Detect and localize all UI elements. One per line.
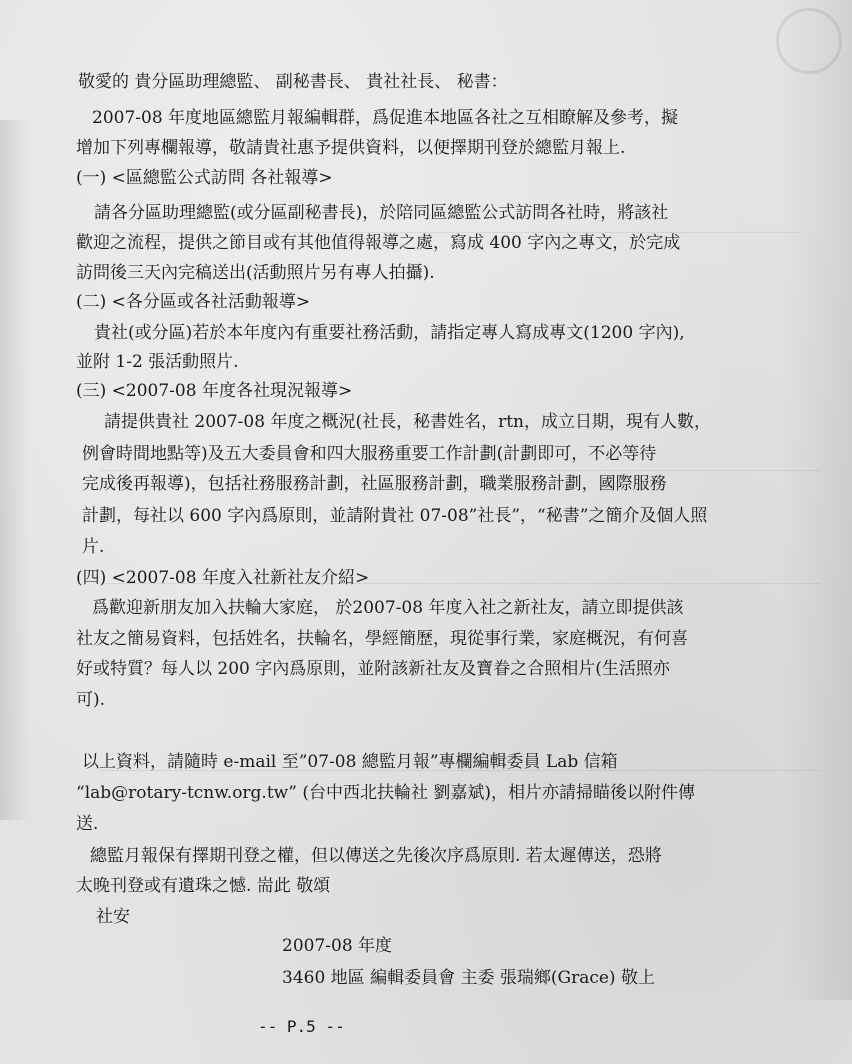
page-number: -- P.5 -- (258, 1017, 345, 1036)
section-1-line: 歡迎之流程，提供之節目或有其他值得報導之處，寫成 400 字內之專文，於完成 (76, 233, 681, 253)
section-1-heading: (一) <區總監公式訪問 各社報導> (76, 168, 333, 188)
section-1-line: 請各分區助理總監(或分區副秘書長)，於陪同區總監公式訪問各社時，將該社 (94, 203, 669, 223)
contact-line-3: 送. (76, 814, 99, 834)
section-3-heading: (三) <2007-08 年度各社現況報導> (76, 381, 353, 401)
section-4-line: 可). (76, 690, 106, 710)
intro-line-2: 增加下列專欄報導，敬請貴社惠予提供資料，以便擇期刊登於總監月報上. (76, 138, 626, 158)
salutation: 敬愛的 貴分區助理總監、 副秘書長、 貴社社長、 秘書： (78, 72, 508, 92)
section-4-line: 好或特質？每人以 200 字內爲原則，並附該新社友及寶眷之合照相片(生活照亦 (76, 659, 670, 679)
contact-line-1: 以上資料，請隨時 e-mail 至”07-08 總監月報”專欄編輯委員 Lab 信箱 (82, 752, 618, 772)
section-2-heading: (二) <各分區或各社活動報導> (76, 292, 311, 312)
section-3-line: 片. (82, 537, 105, 557)
section-2-line: 貴社(或分區)若於本年度內有重要社務活動，請指定專人寫成專文(1200 字內), (94, 323, 685, 343)
contact-line-2: “lab@rotary-tcnw.org.tw” (台中西北扶輪社 劉嘉斌)，相片亦請掃瞄後以附件傳 (76, 783, 695, 803)
section-3-line: 例會時間地點等)及五大委員會和四大服務重要工作計劃(計劃即可，不必等待 (82, 444, 657, 464)
section-3-line: 完成後再報導)，包括社務服務計劃，社區服務計劃，職業服務計劃，國際服務 (82, 474, 667, 494)
section-4-line: 社友之簡易資料，包括姓名，扶輪名，學經簡歷，現從事行業，家庭概況，有何喜 (76, 629, 688, 649)
section-3-line: 計劃，每社以 600 字內爲原則，並請附貴社 07-08”社長”，“秘書”之簡介及個人照 (82, 506, 708, 526)
closing-line-2: 太晚刊登或有遺珠之憾. 耑此 敬頌 (76, 876, 331, 896)
closing-line-1: 總監月報保有擇期刊登之權，但以傳送之先後次序爲原則. 若太遲傳送，恐將 (90, 846, 662, 866)
section-1-line: 訪問後三天內完稿送出(活動照片另有專人拍攝). (76, 263, 435, 283)
section-4-heading: (四) <2007-08 年度入社新社友介紹> (76, 568, 370, 588)
intro-line-1: 2007-08 年度地區總監月報編輯群，爲促進本地區各社之互相瞭解及參考，擬 (92, 108, 679, 128)
signature-year: 2007-08 年度 (282, 936, 393, 956)
signature-name: 3460 地區 編輯委員會 主委 張瑞鄉(Grace) 敬上 (282, 968, 655, 988)
greeting: 社安 (96, 907, 130, 927)
section-4-line: 爲歡迎新朋友加入扶輪大家庭， 於2007-08 年度入社之新社友，請立即提供該 (92, 598, 684, 618)
section-2-line: 並附 1-2 張活動照片. (76, 352, 239, 372)
section-3-line: 請提供貴社 2007-08 年度之概況(社長，秘書姓名，rtn，成立日期，現有人數， (104, 412, 711, 432)
